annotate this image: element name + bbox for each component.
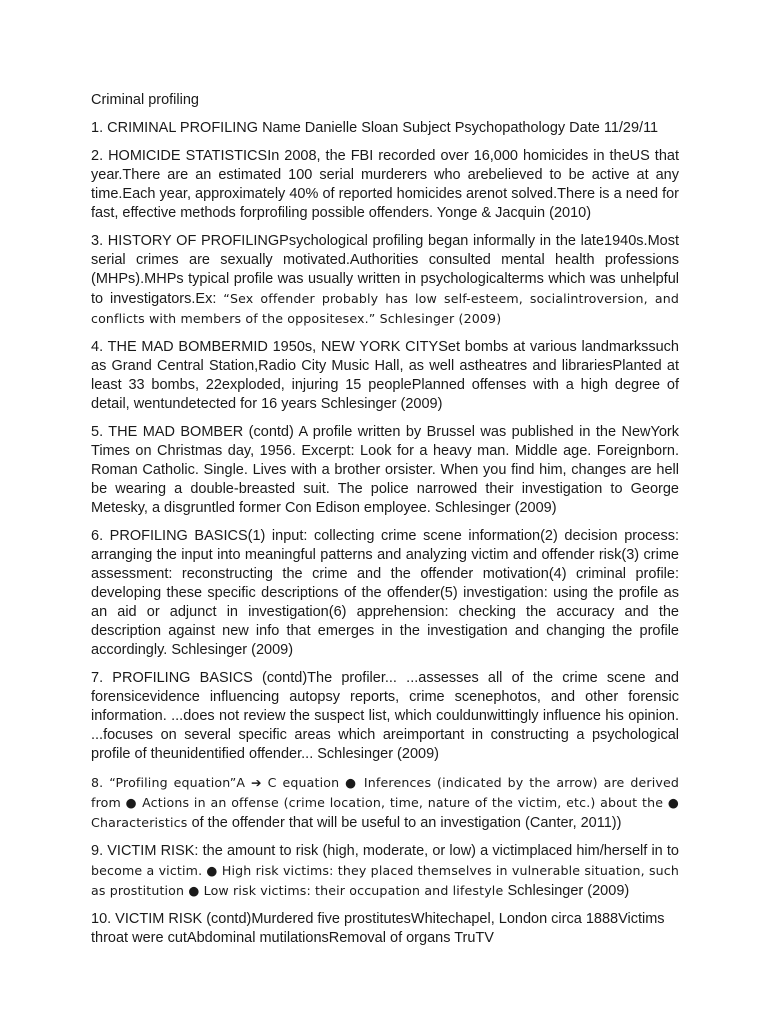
paragraph-1 [91, 119, 679, 138]
paragraph-text: 2. HOMICIDE STATISTICSIn 2008, the FBI recorded over 16,000 homicides in theUS that year.There are an estimated 100 serial murderers who arebelieved to be active at any time.Each year, approximately 40% of reported homicides arenot solved.There is a need for fast, effective methods forprofiling possible offenders. Yonge & Jacquin (2010) [91, 148, 679, 221]
paragraph-10 [91, 910, 679, 948]
paragraph-text: 9. VICTIM RISK: the amount to risk (high, moderate, or low) a victimplaced him/herself in to [91, 843, 679, 859]
paragraph-text: 3. HISTORY OF PROFILINGPsychological profiling began informally in the late1940s.Most serial crimes are sexually motivated.Authorities consulted mental health professions (MHPs).MHPs typical profile was usually written in psychologicalterms which was unhelpful to investigators.Ex: [91, 233, 679, 307]
paragraph-text: 10. VICTIM RISK (contd)Murdered five prostitutesWhitechapel, London circa 1888Victims throat were cutAbdominal mutilationsRemoval of organs TruTV [91, 911, 665, 946]
paragraph-text: 1. CRIMINAL PROFILING Name Danielle Sloan Subject Psychopathology Date 11/29/11 [91, 120, 659, 136]
paragraph-alt-text: 8. “Profiling equation”A ➔ C equation ● Inferences (indicated by the arrow) are derived from ● Actions in an offense (crime location, time, nature of the victim, etc.) about the ● Characteristics [91, 775, 679, 830]
paragraph-5 [91, 423, 679, 518]
paragraph-3 [91, 232, 679, 329]
paragraph-text: 6. PROFILING BASICS(1) input: collecting crime scene information(2) decision process: arranging the input into meaningful patterns and analyzing victim and offender risk(3) crime assessment: reconstructing the crime and the offender motivation(4) criminal profile: developing these specific descriptions of the offender(5) investigation: using the profile as an aid or adjunct in investigation(6) apprehension: checking the accuracy and the description against new info that emerges in the investigation and changing the profile accordingly. Schlesinger (2009) [91, 528, 679, 658]
paragraph-text: of the offender that will be useful to an investigation (Canter, 2011)) [191, 815, 622, 831]
paragraph-text: 4. THE MAD BOMBERMID 1950s, NEW YORK CITYSet bombs at various landmarkssuch as Grand Central Station,Radio City Music Hall, as well astheatres and librariesPlanted at least 33 bombs, 22exploded, injuring 15 peoplePlanned offenses with a high degree of detail, wentundetected for 16 years Schlesinger (2009) [91, 339, 679, 412]
paragraph-text: 7. PROFILING BASICS (contd)The profiler... ...assesses all of the crime scene and forensicevidence influencing autopsy reports, crime scenephotos, and other forensic information. ...does not review the suspect list, which couldunwittingly influence his opinion. ...focuses on several specific areas which areimportant in constructing a psychological profile of theunidentified offender... Schlesinger (2009) [91, 670, 679, 762]
paragraph-9 [91, 842, 679, 901]
paragraph-4 [91, 338, 679, 414]
paragraph-7 [91, 669, 679, 764]
document-page [91, 91, 679, 957]
paragraph-alt-text: become a victim. ● High risk victims: they placed themselves in vulnerable situation, such as prostitution ● Low risk victims: their occupation and lifestyle [91, 863, 679, 898]
paragraph-2 [91, 147, 679, 223]
paragraph-quote: “Sex offender probably has low self-esteem, socialintroversion, and conflicts with members of the oppositesex.” Schlesinger (2009) [91, 291, 679, 326]
paragraph-citation: Schlesinger (2009) [507, 883, 630, 899]
paragraph-text: 5. THE MAD BOMBER (contd) A profile written by Brussel was published in the NewYork Times on Christmas day, 1956. Excerpt: Look for a heavy man. Middle age. Foreignborn. Roman Catholic. Single. Lives with a brother orsister. When you find him, changes are hell be wearing a double-breasted suit. The police narrowed their investigation to George Metesky, a disgruntled former Con Edison employee. Schlesinger (2009) [91, 424, 679, 516]
paragraph-6 [91, 527, 679, 660]
document-title: Criminal profiling [91, 92, 199, 108]
paragraph-8 [91, 773, 679, 833]
